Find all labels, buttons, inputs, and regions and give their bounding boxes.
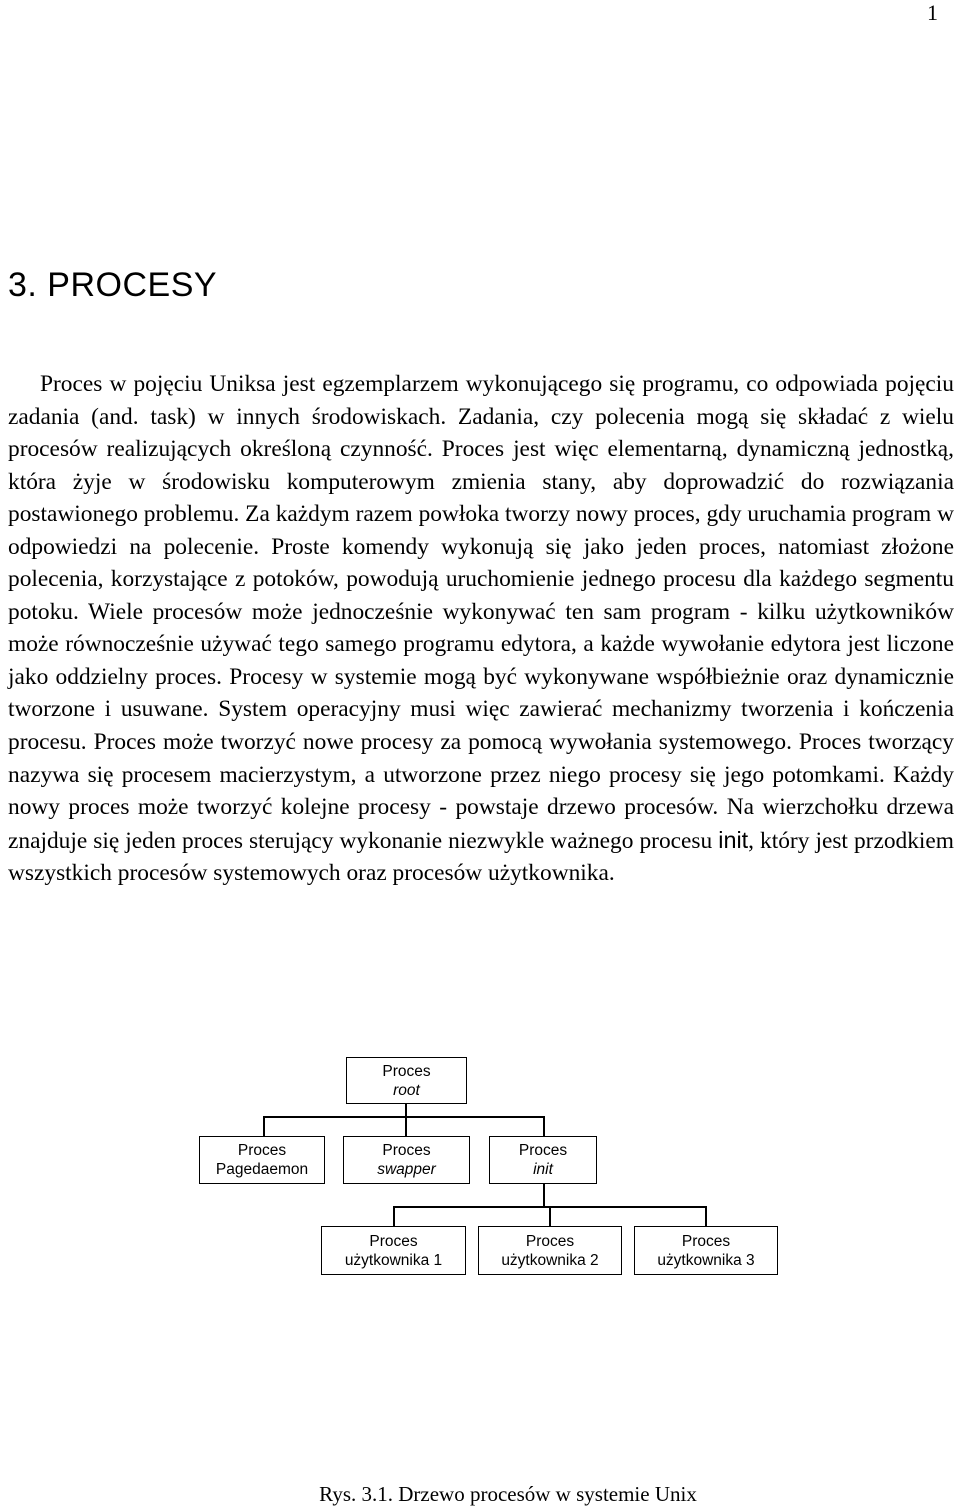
node-pagedaemon	[199, 1136, 325, 1184]
paragraph-text-part-2: , który jest przodkiem wszystkich procesów systemowych oraz procesów użytkownika.	[8, 827, 954, 887]
node-root-name: root	[393, 1081, 420, 1099]
node-swapper	[343, 1136, 470, 1184]
node-user3-name: użytkownika 3	[657, 1251, 755, 1269]
body-paragraph	[8, 368, 954, 890]
node-user1	[321, 1226, 466, 1275]
node-pagedaemon-name: Pagedaemon	[215, 1161, 309, 1178]
figure-caption: Rys. 3.1. Drzewo procesów w systemie Unix	[319, 1482, 697, 1506]
node-user1-name: użytkownika 1	[344, 1251, 443, 1269]
node-root-label: Proces	[382, 1062, 431, 1080]
connector-to-init	[543, 1116, 545, 1137]
paragraph-text-part-1: Proces w pojęciu Uniksa jest egzemplarzem wykonującego się programu, co odpowiada pojęciu zadania (and. task) w innych środowiskach. Zadania, czy polecenia mogą się składać z wielu procesów realizujących określoną czynność. Proces jest więc elementarną, dynamiczną jednostką, która żyje w środowisku komputerowym zmienia stany, aby doprowadzić do rozwiązania postawionego problemu. Za każdym razem powłoka tworzy nowy proces, gdy uruchamia program w odpowiedzi na polecenie. Proste komendy wykonują się jako jeden proces, natomiast złożone polecenia, korzystające z potoków, powodują uruchomienie jednego procesu dla każdego segmentu potoku. Wiele procesów może jednocześnie wykonywać ten sam program - kilku użytkowników może równocześnie używać tego samego programu edytora, a każde wywołanie edytora jest liczone jako oddzielny proces. Procesy w systemie mogą być wykonywane współbieżnie oraz dynamicznie tworzone i usuwane. System operacyjny musi więc zawierać mechanizmy tworzenia i kończenia procesu. Proces może tworzyć nowe procesy za pomocą wywołania systemowego. Proces tworzący nazywa się procesem macierzystym, a utworzone przez niego procesy się jego potomkami. Każdy nowy proces może tworzyć kolejne procesy - powstaje drzewo procesów. Na wierzchołku drzewa znajduje się jeden proces sterujący wykonanie niezwykle ważnego procesu	[8, 371, 954, 854]
chapter-title: 3. PROCESY	[8, 266, 218, 304]
connector-level1-horizontal	[263, 1116, 544, 1118]
node-user3-label: Proces	[681, 1232, 731, 1250]
node-pagedaemon-label: Proces	[237, 1142, 287, 1159]
node-user2-name: użytkownika 2	[501, 1251, 599, 1269]
node-swapper-name: swapper	[377, 1161, 436, 1178]
connector-to-user3	[705, 1206, 707, 1227]
page-number: 1	[927, 0, 938, 25]
connector-init-down	[543, 1184, 545, 1206]
node-user2	[478, 1226, 622, 1275]
node-user1-label: Proces	[369, 1232, 418, 1250]
node-init	[489, 1136, 597, 1184]
node-user2-label: Proces	[525, 1232, 575, 1250]
node-swapper-label: Proces	[382, 1142, 431, 1159]
connector-root-down	[405, 1103, 407, 1116]
init-keyword: init	[718, 826, 749, 853]
node-user3	[634, 1226, 778, 1275]
connector-level2-horizontal	[393, 1206, 706, 1208]
node-init-name: init	[533, 1161, 553, 1178]
connector-to-user2	[549, 1206, 551, 1227]
connector-to-user1	[393, 1206, 395, 1227]
connector-to-pagedaemon	[263, 1116, 265, 1137]
node-root	[346, 1057, 467, 1104]
node-init-label: Proces	[518, 1142, 568, 1159]
connector-to-swapper	[405, 1116, 407, 1137]
